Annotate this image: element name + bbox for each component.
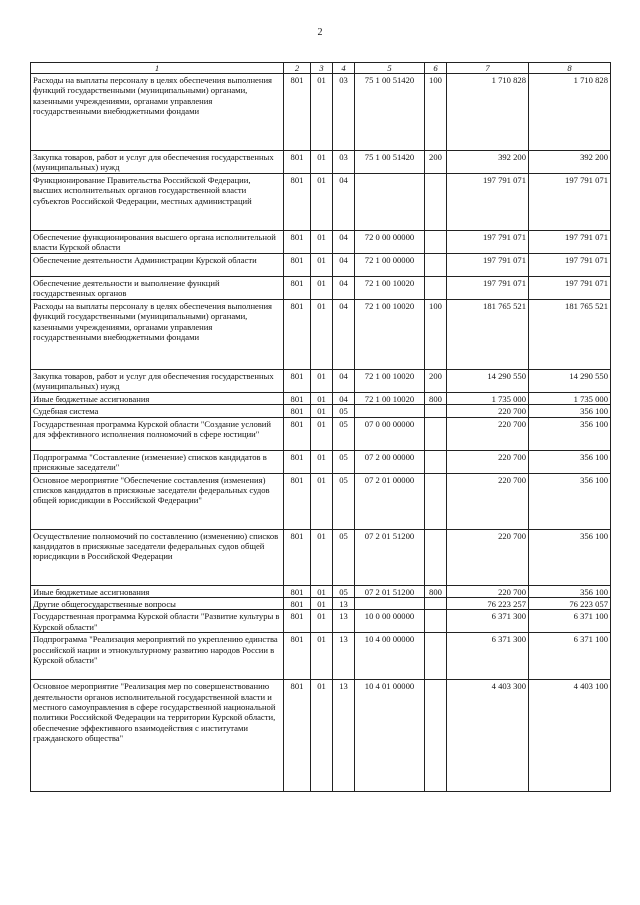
cell-sum-2: 197 791 071 — [529, 231, 611, 254]
cell-rz: 01 — [311, 393, 333, 405]
cell-rz: 01 — [311, 231, 333, 254]
table-row — [31, 74, 611, 151]
cell-csr: 07 2 00 00000 — [355, 450, 425, 473]
cell-csr — [355, 405, 425, 417]
cell-sum-1: 1 735 000 — [447, 393, 529, 405]
cell-pr: 03 — [333, 151, 355, 174]
cell-sum-1: 197 791 071 — [447, 277, 529, 300]
cell-vr — [425, 473, 447, 529]
table-row — [31, 300, 611, 370]
row-description: Иные бюджетные ассигнования — [31, 393, 284, 405]
header-row — [31, 63, 611, 74]
cell-grbs: 801 — [284, 417, 311, 450]
cell-sum-1: 6 371 300 — [447, 610, 529, 633]
cell-sum-1: 220 700 — [447, 405, 529, 417]
cell-rz: 01 — [311, 405, 333, 417]
table-row — [31, 633, 611, 680]
cell-grbs: 801 — [284, 473, 311, 529]
table-row — [31, 277, 611, 300]
row-description: Закупка товаров, работ и услуг для обеспечения государственных (муниципальных) нужд — [31, 370, 284, 393]
cell-vr — [425, 529, 447, 585]
cell-sum-1: 392 200 — [447, 151, 529, 174]
cell-pr: 04 — [333, 174, 355, 231]
table-row — [31, 405, 611, 417]
cell-pr: 04 — [333, 231, 355, 254]
cell-sum-2: 197 791 071 — [529, 174, 611, 231]
cell-grbs: 801 — [284, 151, 311, 174]
cell-vr: 800 — [425, 585, 447, 597]
cell-csr: 75 1 00 51420 — [355, 74, 425, 151]
cell-sum-2: 14 290 550 — [529, 370, 611, 393]
cell-vr — [425, 597, 447, 609]
cell-vr: 100 — [425, 74, 447, 151]
column-header: 7 — [447, 63, 529, 74]
row-description: Подпрограмма "Составление (изменение) списков кандидатов в присяжные заседатели" — [31, 450, 284, 473]
cell-vr — [425, 417, 447, 450]
column-header: 8 — [529, 63, 611, 74]
cell-grbs: 801 — [284, 610, 311, 633]
row-description: Другие общегосударственные вопросы — [31, 597, 284, 609]
table-row — [31, 231, 611, 254]
cell-sum-2: 6 371 100 — [529, 610, 611, 633]
cell-grbs: 801 — [284, 633, 311, 680]
cell-vr — [425, 231, 447, 254]
cell-csr: 07 2 01 51200 — [355, 585, 425, 597]
row-description: Государственная программа Курской области "Развитие культуры в Курской области" — [31, 610, 284, 633]
cell-sum-2: 181 765 521 — [529, 300, 611, 370]
cell-sum-2: 197 791 071 — [529, 254, 611, 277]
cell-pr: 04 — [333, 300, 355, 370]
cell-pr: 13 — [333, 633, 355, 680]
cell-rz: 01 — [311, 151, 333, 174]
cell-vr — [425, 633, 447, 680]
cell-csr: 75 1 00 51420 — [355, 151, 425, 174]
cell-sum-2: 6 371 100 — [529, 633, 611, 680]
row-description: Подпрограмма "Реализация мероприятий по укреплению единства российской нации и этнокультурному развитию народов России в Курской области" — [31, 633, 284, 680]
cell-csr: 10 4 00 00000 — [355, 633, 425, 680]
cell-sum-1: 220 700 — [447, 417, 529, 450]
cell-vr: 100 — [425, 300, 447, 370]
cell-rz: 01 — [311, 417, 333, 450]
cell-vr: 200 — [425, 151, 447, 174]
cell-rz: 01 — [311, 74, 333, 151]
cell-csr: 72 0 00 00000 — [355, 231, 425, 254]
cell-sum-2: 356 100 — [529, 405, 611, 417]
table-row — [31, 597, 611, 609]
cell-csr: 72 1 00 10020 — [355, 393, 425, 405]
cell-pr: 04 — [333, 370, 355, 393]
cell-sum-1: 6 371 300 — [447, 633, 529, 680]
column-header: 2 — [284, 63, 311, 74]
cell-grbs: 801 — [284, 585, 311, 597]
cell-rz: 01 — [311, 300, 333, 370]
table-row — [31, 151, 611, 174]
cell-grbs: 801 — [284, 405, 311, 417]
cell-vr — [425, 254, 447, 277]
cell-sum-2: 356 100 — [529, 473, 611, 529]
cell-pr: 13 — [333, 597, 355, 609]
cell-grbs: 801 — [284, 597, 311, 609]
cell-vr — [425, 610, 447, 633]
cell-rz: 01 — [311, 610, 333, 633]
cell-csr: 07 2 01 00000 — [355, 473, 425, 529]
cell-rz: 01 — [311, 680, 333, 792]
cell-grbs: 801 — [284, 300, 311, 370]
cell-grbs: 801 — [284, 370, 311, 393]
table-row — [31, 610, 611, 633]
cell-rz: 01 — [311, 597, 333, 609]
cell-rz: 01 — [311, 585, 333, 597]
cell-csr: 10 4 01 00000 — [355, 680, 425, 792]
table-row — [31, 473, 611, 529]
cell-sum-1: 220 700 — [447, 450, 529, 473]
cell-pr: 13 — [333, 610, 355, 633]
cell-sum-2: 356 100 — [529, 417, 611, 450]
table-row — [31, 529, 611, 585]
cell-sum-1: 197 791 071 — [447, 174, 529, 231]
table-row — [31, 174, 611, 231]
cell-vr — [425, 405, 447, 417]
row-description: Иные бюджетные ассигнования — [31, 585, 284, 597]
table-row — [31, 370, 611, 393]
column-header: 1 — [31, 63, 284, 74]
row-description: Закупка товаров, работ и услуг для обеспечения государственных (муниципальных) нужд — [31, 151, 284, 174]
cell-pr: 05 — [333, 473, 355, 529]
cell-grbs: 801 — [284, 393, 311, 405]
cell-pr: 04 — [333, 393, 355, 405]
cell-vr — [425, 450, 447, 473]
row-description: Расходы на выплаты персоналу в целях обеспечения выполнения функций государственными (муниципальными) органами, казенными учреждениями, органами управления государственными внебюджетными фондами — [31, 74, 284, 151]
cell-vr — [425, 277, 447, 300]
cell-sum-2: 392 200 — [529, 151, 611, 174]
cell-pr: 13 — [333, 680, 355, 792]
cell-csr: 72 1 00 00000 — [355, 254, 425, 277]
column-header: 5 — [355, 63, 425, 74]
cell-csr: 72 1 00 10020 — [355, 277, 425, 300]
cell-csr: 10 0 00 00000 — [355, 610, 425, 633]
table-row — [31, 585, 611, 597]
cell-csr — [355, 597, 425, 609]
row-description: Функционирование Правительства Российской Федерации, высших исполнительных органов государственной власти субъектов Российской Федерации, местных администраций — [31, 174, 284, 231]
table-row — [31, 450, 611, 473]
cell-grbs: 801 — [284, 231, 311, 254]
page-number: 2 — [317, 27, 323, 38]
cell-sum-1: 76 223 257 — [447, 597, 529, 609]
row-description: Обеспечение деятельности Администрации Курской области — [31, 254, 284, 277]
budget-table — [30, 62, 611, 792]
cell-csr: 07 0 00 00000 — [355, 417, 425, 450]
cell-pr: 03 — [333, 74, 355, 151]
cell-sum-2: 4 403 100 — [529, 680, 611, 792]
cell-sum-1: 220 700 — [447, 585, 529, 597]
table-row — [31, 680, 611, 792]
cell-pr: 04 — [333, 254, 355, 277]
row-description: Расходы на выплаты персоналу в целях обеспечения выполнения функций государственными (муниципальными) органами, казенными учреждениями, органами управления государственными внебюджетными фондами — [31, 300, 284, 370]
cell-sum-1: 181 765 521 — [447, 300, 529, 370]
row-description: Государственная программа Курской области "Создание условий для эффективного исполнения полномочий в сфере юстиции" — [31, 417, 284, 450]
cell-rz: 01 — [311, 450, 333, 473]
cell-pr: 05 — [333, 450, 355, 473]
cell-vr — [425, 680, 447, 792]
cell-sum-2: 356 100 — [529, 585, 611, 597]
cell-pr: 05 — [333, 405, 355, 417]
cell-rz: 01 — [311, 529, 333, 585]
column-header: 4 — [333, 63, 355, 74]
cell-csr: 72 1 00 10020 — [355, 300, 425, 370]
table-row — [31, 393, 611, 405]
cell-sum-1: 220 700 — [447, 473, 529, 529]
cell-grbs: 801 — [284, 174, 311, 231]
cell-sum-2: 356 100 — [529, 529, 611, 585]
cell-grbs: 801 — [284, 254, 311, 277]
cell-sum-1: 14 290 550 — [447, 370, 529, 393]
cell-sum-1: 1 710 828 — [447, 74, 529, 151]
cell-rz: 01 — [311, 254, 333, 277]
cell-grbs: 801 — [284, 529, 311, 585]
cell-pr: 04 — [333, 277, 355, 300]
table-row — [31, 417, 611, 450]
cell-sum-2: 1 735 000 — [529, 393, 611, 405]
cell-sum-2: 76 223 057 — [529, 597, 611, 609]
row-description: Обеспечение деятельности и выполнение функций государственных органов — [31, 277, 284, 300]
table-row — [31, 254, 611, 277]
cell-sum-1: 197 791 071 — [447, 231, 529, 254]
cell-grbs: 801 — [284, 74, 311, 151]
cell-sum-1: 220 700 — [447, 529, 529, 585]
row-description: Основное мероприятие "Обеспечение составления (изменения) списков кандидатов в присяжные заседатели федеральных судов общей юрисдикции в Российской Федерации" — [31, 473, 284, 529]
cell-rz: 01 — [311, 473, 333, 529]
cell-sum-2: 1 710 828 — [529, 74, 611, 151]
cell-rz: 01 — [311, 174, 333, 231]
cell-rz: 01 — [311, 633, 333, 680]
cell-sum-1: 197 791 071 — [447, 254, 529, 277]
cell-vr — [425, 174, 447, 231]
row-description: Осуществление полномочий по составлению (изменению) списков кандидатов в присяжные заседатели федеральных судов общей юрисдикции в Российской Федерации — [31, 529, 284, 585]
cell-csr: 07 2 01 51200 — [355, 529, 425, 585]
cell-sum-1: 4 403 300 — [447, 680, 529, 792]
cell-sum-2: 197 791 071 — [529, 277, 611, 300]
cell-csr: 72 1 00 10020 — [355, 370, 425, 393]
cell-pr: 05 — [333, 585, 355, 597]
cell-grbs: 801 — [284, 450, 311, 473]
cell-grbs: 801 — [284, 277, 311, 300]
cell-pr: 05 — [333, 417, 355, 450]
row-description: Обеспечение функционирования высшего органа исполнительной власти Курской области — [31, 231, 284, 254]
cell-vr: 200 — [425, 370, 447, 393]
cell-sum-2: 356 100 — [529, 450, 611, 473]
column-header: 3 — [311, 63, 333, 74]
row-description: Основное мероприятие "Реализация мер по совершенствованию деятельности органов исполнительной государственной власти и местного самоуправления в сфере государственной национальной политики Российской Федерации на территории Курской области, обеспечение эффективного взаимодействия с институтами гражданского общества" — [31, 680, 284, 792]
cell-rz: 01 — [311, 277, 333, 300]
cell-csr — [355, 174, 425, 231]
row-description: Судебная система — [31, 405, 284, 417]
cell-pr: 05 — [333, 529, 355, 585]
cell-rz: 01 — [311, 370, 333, 393]
cell-vr: 800 — [425, 393, 447, 405]
column-header: 6 — [425, 63, 447, 74]
cell-grbs: 801 — [284, 680, 311, 792]
